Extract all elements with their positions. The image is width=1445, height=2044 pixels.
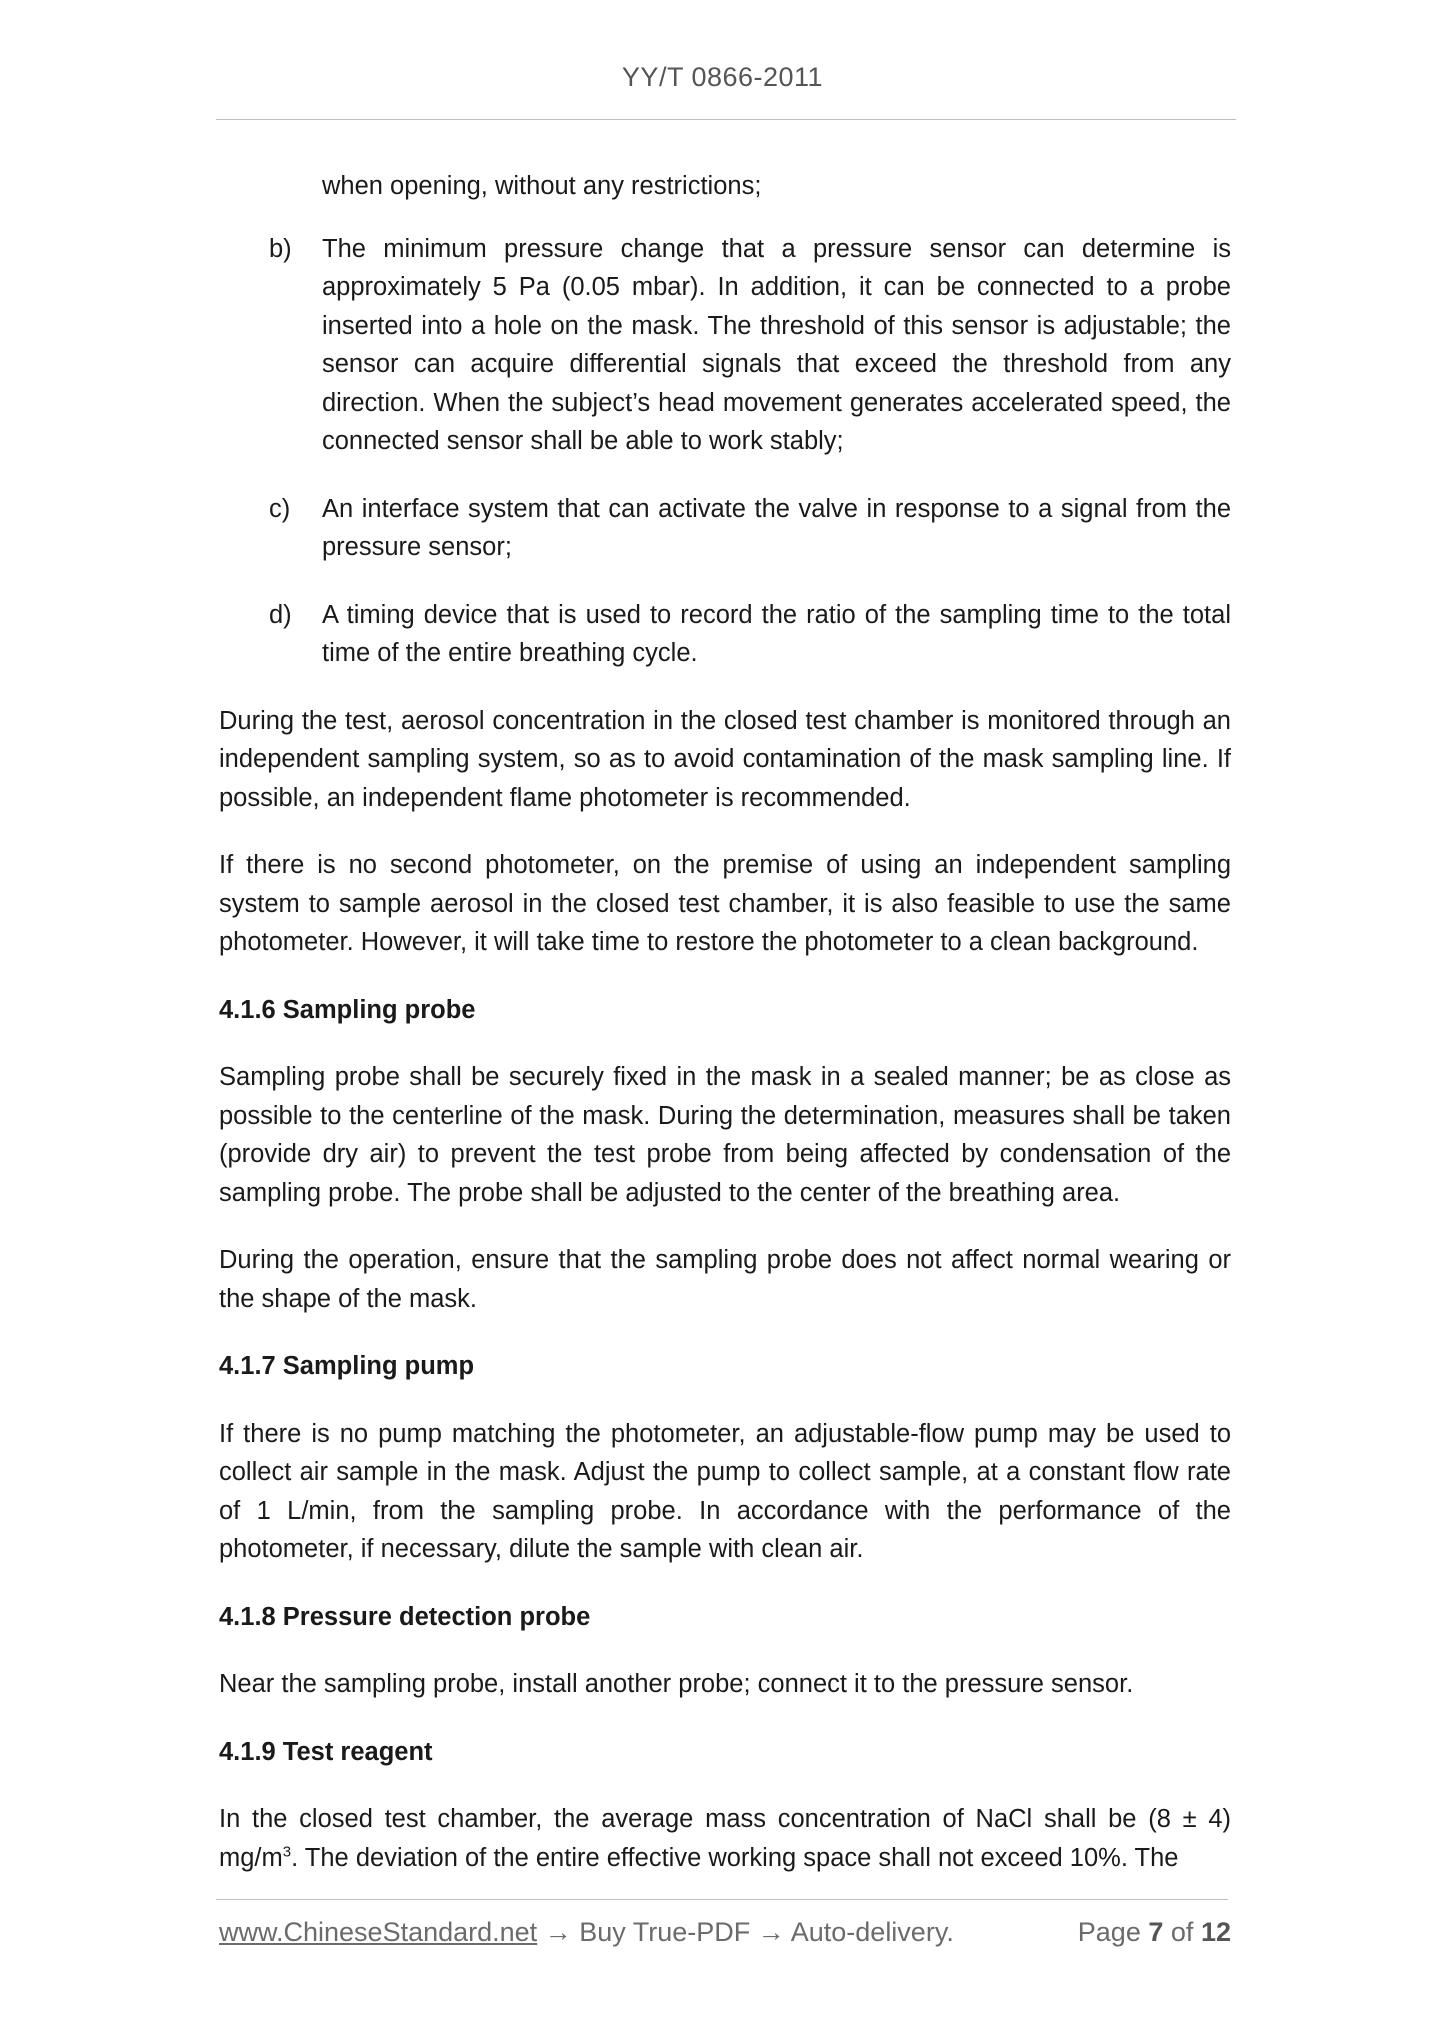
list-item-text: A timing device that is used to record the ratio of the sampling time to the total time of the entire breathing cycle. <box>322 600 1231 667</box>
list-item-b <box>219 230 1231 461</box>
section-heading-4-1-6: 4.1.6 Sampling probe <box>219 995 476 1024</box>
list-item-text: An interface system that can activate the valve in response to a signal from the pressure sensor; <box>322 494 1231 561</box>
section-heading-4-1-7: 4.1.7 Sampling pump <box>219 1352 475 1380</box>
of-label: of <box>1170 1917 1194 1947</box>
footer-divider <box>216 1899 1228 1900</box>
list-marker: d) <box>269 600 292 629</box>
footer-tagline: → Buy True-PDF → Auto-delivery. <box>537 1917 954 1947</box>
current-page-number: 7 <box>1148 1917 1164 1947</box>
list-marker: c) <box>269 494 291 523</box>
reagent-text-end: . The deviation of the entire effective working space shall not exceed 10%. The <box>291 1843 1179 1872</box>
document-id-header: YY/T 0866-2011 <box>621 62 824 92</box>
paragraph-second-photometer: If there is no second photometer, on the premise of using an independent sampling system to sample aerosol in the closed test chamber, it is also feasible to use the same photometer. However, it will take time to restore the photometer to a clean background. <box>219 851 1231 956</box>
paragraph-test-reagent <box>219 1800 1231 1877</box>
reagent-text-start: In the closed test chamber, the average mass concentration of NaCl shall be (8 ± 4) mg/m <box>219 1805 1231 1872</box>
paragraph-pressure-probe: Near the sampling probe, install another probe; connect it to the pressure sensor. <box>219 1670 1134 1698</box>
footer-promo <box>219 1917 954 1948</box>
page-label: Page <box>1077 1917 1141 1947</box>
section-heading-4-1-9: 4.1.9 Test reagent <box>219 1737 433 1766</box>
page-counter <box>1078 1917 1231 1948</box>
total-pages-number: 12 <box>1200 1917 1231 1947</box>
website-link[interactable]: www.ChineseStandard.net <box>219 1917 538 1947</box>
paragraph-sampling-pump: If there is no pump matching the photometer, an adjustable-flow pump may be used to collect air sample in the mask. Adjust the pump to collect sample, at a constant flow rate of 1 L/min, from the sampling probe. In accordance with the performance of the photometer, if necessary, dilute the sample with clean air. <box>219 1419 1231 1563</box>
page-footer <box>219 1917 1231 1957</box>
list-item-continuation: when opening, without any restrictions; <box>322 172 762 200</box>
paragraph-sampling-probe-2: During the operation, ensure that the sampling probe does not affect normal wearing or the shape of the mask. <box>219 1246 1231 1313</box>
superscript-exponent: 3 <box>282 1843 292 1860</box>
list-item-text: The minimum pressure change that a pressure sensor can determine is approximately 5 Pa (0.05 mbar). In addition, it can be connected to a probe inserted into a hole on the mask. The threshold of this sensor is adjustable; the sensor can acquire differential signals that exceed the threshold from any direction. When the subject’s head movement generates accelerated speed, the connected sensor shall be able to work stably; <box>322 234 1231 455</box>
page-content <box>219 167 1231 1906</box>
list-item-d <box>219 596 1231 673</box>
paragraph-aerosol-monitoring: During the test, aerosol concentration in the closed test chamber is monitored through an independent sampling system, so as to avoid contamination of the mask sampling line. If possible, an independent flame photometer is recommended. <box>219 706 1231 812</box>
list-item-c <box>219 490 1231 567</box>
section-heading-4-1-8: 4.1.8 Pressure detection probe <box>219 1602 591 1631</box>
list-marker: b) <box>269 234 292 263</box>
header-divider <box>216 119 1236 120</box>
paragraph-sampling-probe-1: Sampling probe shall be securely fixed in the mask in a sealed manner; be as close as possible to the centerline of the mask. During the determination, measures shall be taken (provide dry air) to prevent the test probe from being affected by condensation of the sampling probe. The probe shall be adjusted to the center of the breathing area. <box>219 1063 1231 1207</box>
